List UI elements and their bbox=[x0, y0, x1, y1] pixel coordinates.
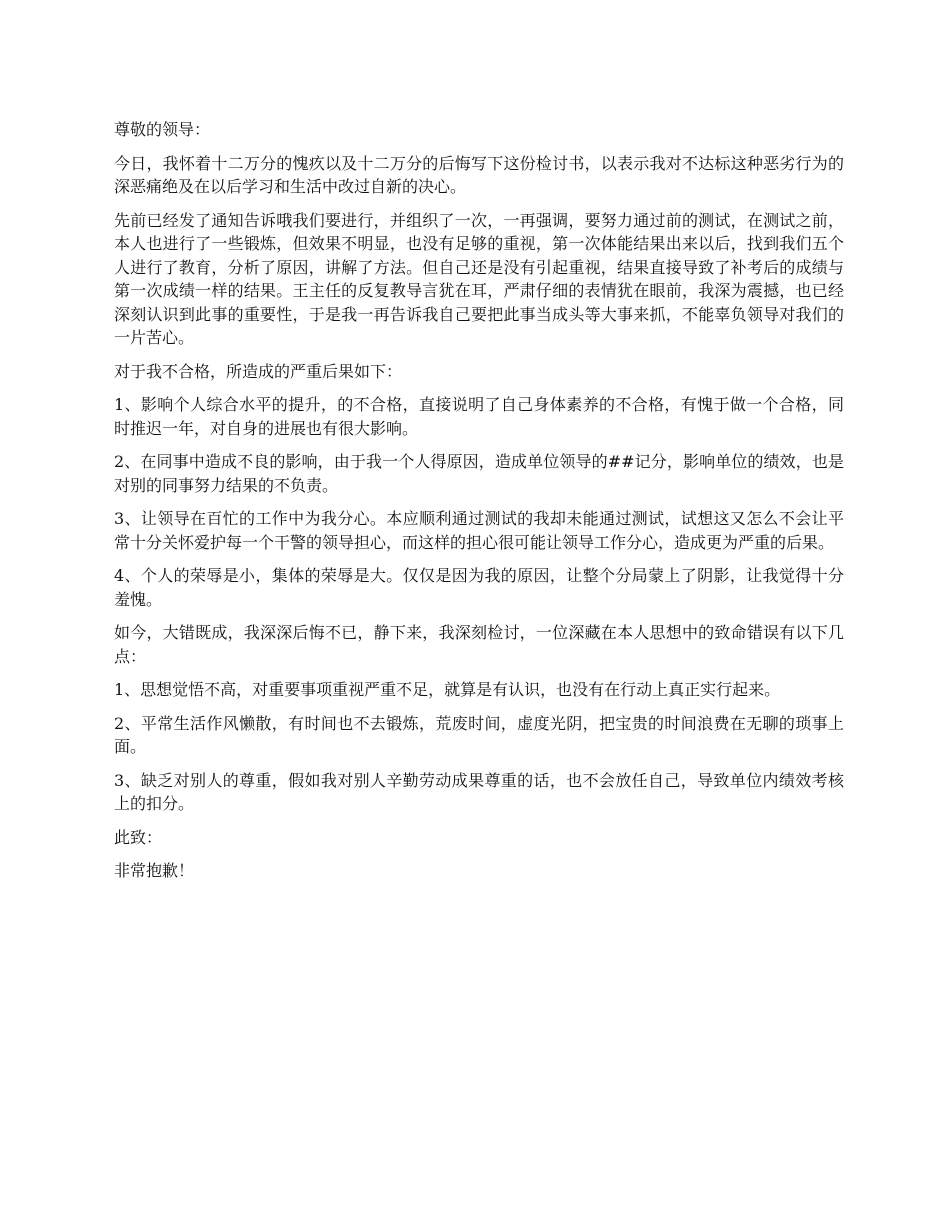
consequence-item-1: 1、影响个人综合水平的提升，的不合格，直接说明了自己身体素养的不合格，有愧于做一个合格，同时推迟一年，对自身的进展也有很大影响。 bbox=[114, 395, 844, 438]
consequence-item-3: 3、让领导在百忙的工作中为我分心。本应顺利通过测试的我却未能通过测试，试想这又怎么不会让平常十分关怀爱护每一个干警的领导担心，而这样的担心很可能让领导工作分心，造成更为严重的后果。 bbox=[114, 509, 844, 552]
closing-line: 此致： bbox=[114, 827, 163, 847]
error-item-3: 3、缺乏对别人的尊重，假如我对别人辛勤劳动成果尊重的话，也不会放任自己，导致单位内绩效考核上的扣分。 bbox=[114, 770, 844, 813]
error-item-2: 2、平常生活作风懒散，有时间也不去锻炼，荒废时间，虚度光阴，把宝贵的时间浪费在无聊的琐事上面。 bbox=[114, 713, 844, 756]
errors-heading: 如今，大错既成，我深深后悔不已，静下来，我深刻检讨，一位深藏在本人思想中的致命错误有以下几点： bbox=[114, 623, 844, 666]
apology-line: 非常抱歉！ bbox=[114, 861, 195, 880]
background-paragraph: 先前已经发了通知告诉哦我们要进行，并组织了一次，一再强调，要努力通过前的测试，在测试之前，本人也进行了一些锻炼，但效果不明显，也没有足够的重视，第一次体能结果出来以后，找到我们五个人进行了教育，分析了原因，讲解了方法。但自己还是没有引起重视，结果直接导致了补考后的成绩与第一次成绩一样的结果。王主任的反复教导言犹在耳，严肃仔细的表情犹在眼前，我深为震撼，也已经深刻认识到此事的重要性，于是我一再告诉我自己要把此事当成头等大事来抓，不能辜负领导对我们的一片苦心。 bbox=[114, 210, 844, 347]
consequence-item-4: 4、个人的荣辱是小，集体的荣辱是大。仅仅是因为我的原因，让整个分局蒙上了阴影，让我觉得十分羞愧。 bbox=[114, 566, 844, 609]
intro-paragraph: 今日，我怀着十二万分的愧疚以及十二万分的后悔写下这份检讨书，以表示我对不达标这种恶劣行为的深恶痛绝及在以后学习和生活中改过自新的决心。 bbox=[114, 153, 844, 196]
salutation: 尊敬的领导： bbox=[114, 120, 211, 139]
consequence-item-2: 2、在同事中造成不良的影响，由于我一个人得原因，造成单位领导的##记分，影响单位的绩效，也是对别的同事努力结果的不负责。 bbox=[114, 452, 844, 495]
error-item-1: 1、思想觉悟不高，对重要事项重视严重不足，就算是有认识，也没有在行动上真正实行起来。 bbox=[114, 680, 781, 699]
document-body bbox=[114, 118, 844, 893]
consequences-heading: 对于我不合格，所造成的严重后果如下： bbox=[114, 361, 403, 381]
